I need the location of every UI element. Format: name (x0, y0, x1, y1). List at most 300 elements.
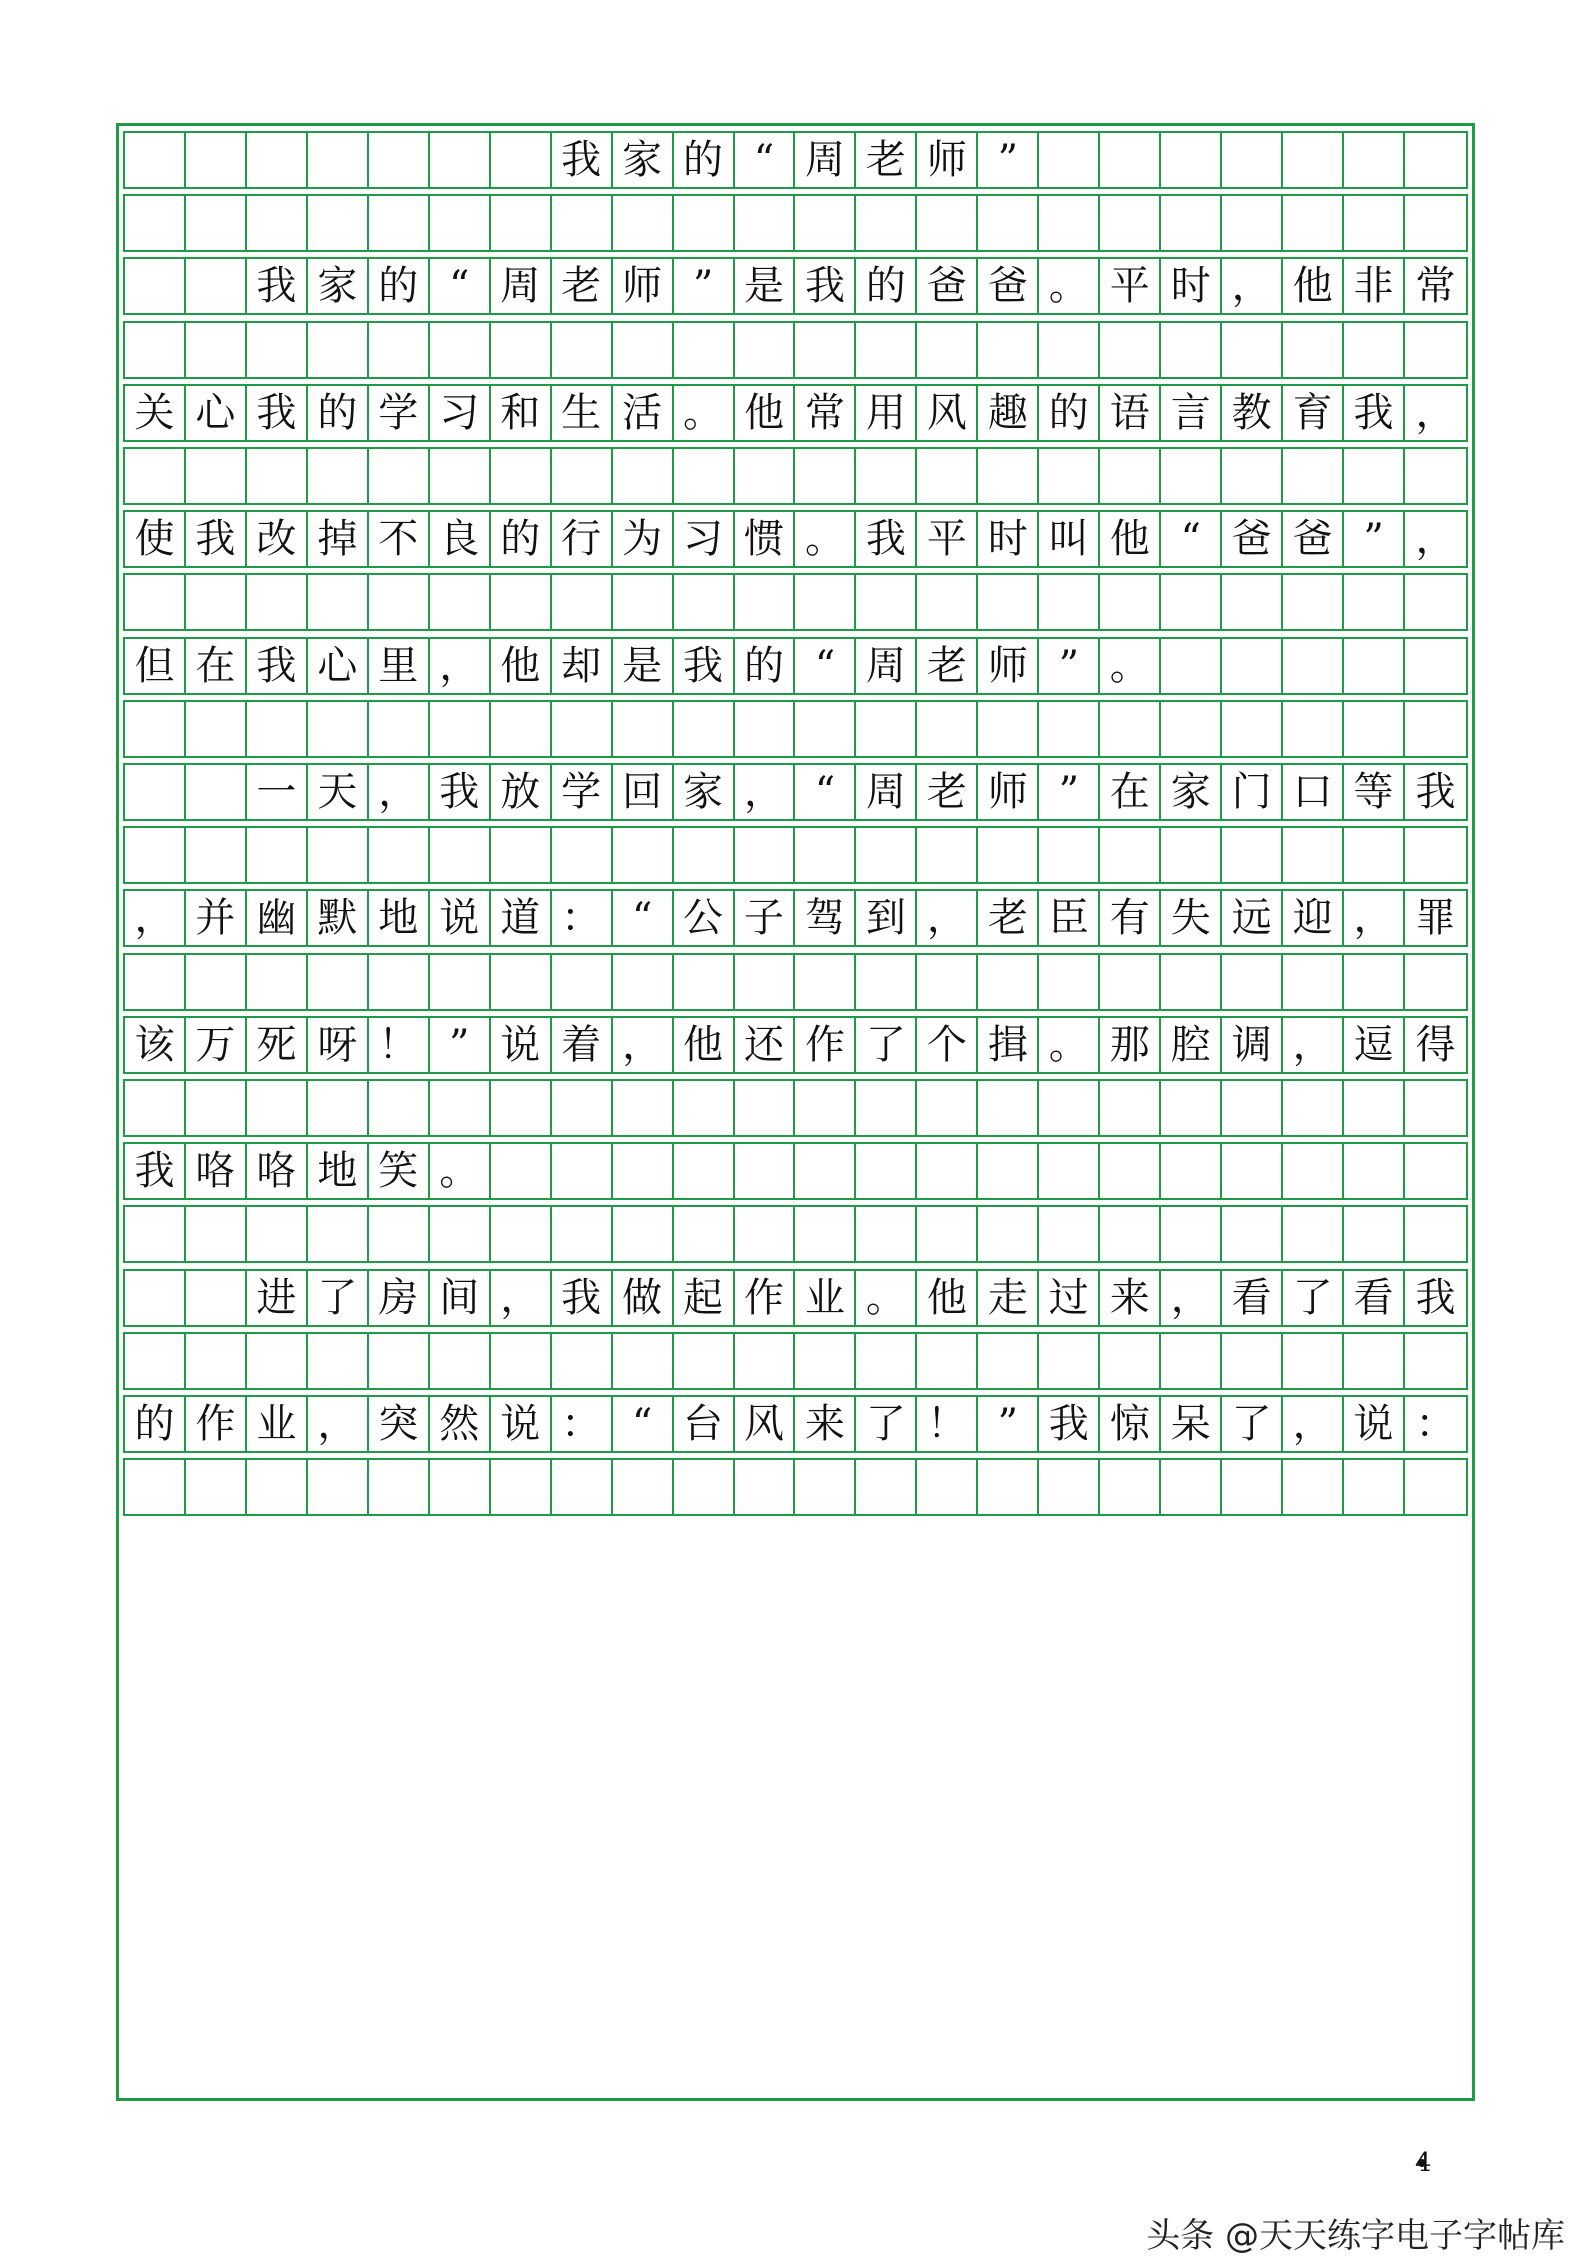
grid-cell (369, 323, 430, 377)
grid-cell (1039, 133, 1100, 187)
grid-cell: 掉 (308, 512, 369, 566)
grid-cell: 习 (430, 386, 491, 440)
grid-cell: 说 (491, 1018, 552, 1072)
grid-cell (735, 323, 796, 377)
grid-cell: ” (1344, 512, 1405, 566)
grid-cell (1100, 323, 1161, 377)
grid-cell (795, 1207, 856, 1261)
grid-cell (1283, 1207, 1344, 1261)
grid-cell (1344, 955, 1405, 1009)
grid-blank-row (123, 700, 1468, 758)
grid-cell (186, 323, 247, 377)
grid-cell: 的 (491, 512, 552, 566)
grid-cell (674, 1334, 735, 1388)
grid-cell (247, 828, 308, 882)
grid-cell: ” (430, 1018, 491, 1072)
grid-cell (1405, 1144, 1466, 1198)
grid-cell (856, 449, 917, 503)
grid-cell (613, 1081, 674, 1135)
grid-cell: 台 (674, 1397, 735, 1451)
grid-cell: 爸 (978, 259, 1039, 313)
grid-cell: 周 (856, 639, 917, 693)
grid-cell: 良 (430, 512, 491, 566)
grid-cell: 我 (1344, 386, 1405, 440)
grid-cell (125, 323, 186, 377)
grid-cell: 业 (795, 1271, 856, 1325)
grid-cell: 的 (1039, 386, 1100, 440)
grid-cell: 家 (308, 259, 369, 313)
grid-cell (674, 196, 735, 250)
grid-cell (978, 449, 1039, 503)
grid-cell (978, 196, 1039, 250)
grid-cell (430, 702, 491, 756)
grid-cell: “ (613, 1397, 674, 1451)
grid-blank-row (123, 321, 1468, 379)
grid-cell (1161, 133, 1222, 187)
grid-cell: 道 (491, 891, 552, 945)
grid-cell: 了 (1283, 1271, 1344, 1325)
grid-cell (369, 955, 430, 1009)
grid-cell: 老 (917, 639, 978, 693)
grid-cell (1222, 702, 1283, 756)
grid-cell: 过 (1039, 1271, 1100, 1325)
grid-cell (1283, 1144, 1344, 1198)
grid-cell (1161, 955, 1222, 1009)
grid-cell (917, 702, 978, 756)
grid-cell: 是 (735, 259, 796, 313)
grid-text-row (123, 637, 1468, 695)
grid-cell (674, 1081, 735, 1135)
grid-cell: ” (1039, 765, 1100, 819)
grid-cell (1222, 133, 1283, 187)
grid-cell: 走 (978, 1271, 1039, 1325)
grid-cell: 个 (917, 1018, 978, 1072)
grid-cell (308, 323, 369, 377)
grid-cell (978, 702, 1039, 756)
grid-cell: 得 (1415, 1021, 1456, 1068)
grid-cell: “ (430, 259, 491, 313)
grid-cell (491, 575, 552, 629)
grid-cell (1161, 828, 1222, 882)
grid-text-row (123, 1016, 1468, 1074)
grid-cell (917, 955, 978, 1009)
grid-cell (735, 702, 796, 756)
grid-cell: 天 (308, 765, 369, 819)
grid-cell (917, 1081, 978, 1135)
grid-cell (1039, 1144, 1100, 1198)
grid-cell (856, 1207, 917, 1261)
grid-cell: 到 (856, 891, 917, 945)
grid-cell (613, 828, 674, 882)
grid-cell: 惊 (1100, 1397, 1161, 1451)
grid-cell: 他 (1100, 512, 1161, 566)
grid-cell (795, 955, 856, 1009)
grid-cell (369, 196, 430, 250)
grid-cell: 师 (978, 639, 1039, 693)
grid-cell (1100, 196, 1161, 250)
grid-cell (1283, 828, 1344, 882)
grid-cell (1283, 1334, 1344, 1388)
grid-blank-row (123, 1332, 1468, 1390)
grid-text-row (123, 1395, 1468, 1453)
grid-cell (186, 1334, 247, 1388)
grid-cell (186, 133, 247, 187)
grid-cell (674, 702, 735, 756)
grid-cell: 说 (491, 1397, 552, 1451)
grid-cell (1344, 702, 1405, 756)
grid-cell (308, 702, 369, 756)
grid-cell (1344, 449, 1405, 503)
grid-cell (186, 955, 247, 1009)
grid-cell (613, 955, 674, 1009)
grid-cell (1100, 1334, 1161, 1388)
grid-cell: 的 (125, 1397, 186, 1451)
grid-cell (491, 828, 552, 882)
grid-cell (735, 1334, 796, 1388)
grid-cell (856, 828, 917, 882)
grid-cell (1283, 702, 1344, 756)
grid-cell: 作 (735, 1271, 796, 1325)
grid-cell: 臣 (1039, 891, 1100, 945)
grid-cell (1344, 1081, 1405, 1135)
grid-cell (1100, 1081, 1161, 1135)
grid-cell (430, 1460, 491, 1514)
grid-cell: 常 (795, 386, 856, 440)
grid-cell (613, 1334, 674, 1388)
grid-cell (978, 1144, 1039, 1198)
grid-cell: 说 (1344, 1397, 1405, 1451)
grid-text-row (123, 889, 1468, 947)
grid-cell (1161, 1460, 1222, 1514)
grid-blank-row (123, 447, 1468, 505)
grid-cell (795, 1460, 856, 1514)
grid-cell (552, 196, 613, 250)
grid-cell (856, 702, 917, 756)
grid-cell (1405, 196, 1466, 250)
grid-cell: 里 (369, 639, 430, 693)
grid-cell: 家 (674, 765, 735, 819)
grid-cell (308, 575, 369, 629)
grid-cell: 迎 (1283, 891, 1344, 945)
grid-cell: “ (795, 765, 856, 819)
grid-cell: 驾 (795, 891, 856, 945)
grid-cell (1283, 955, 1344, 1009)
grid-cell: 使 (125, 512, 186, 566)
grid-cell: 。 (856, 1271, 917, 1325)
grid-cell: 咯 (247, 1144, 308, 1198)
grid-cell: 老 (917, 765, 978, 819)
grid-blank-row (123, 826, 1468, 884)
grid-cell (186, 196, 247, 250)
grid-cell (125, 575, 186, 629)
grid-cell (308, 1460, 369, 1514)
grid-cell: 作 (186, 1397, 247, 1451)
grid-cell (552, 955, 613, 1009)
grid-cell: 呆 (1161, 1397, 1222, 1451)
grid-cell (1283, 575, 1344, 629)
grid-cell (552, 1081, 613, 1135)
grid-cell: 生 (552, 386, 613, 440)
grid-cell (1039, 1334, 1100, 1388)
grid-cell: “ (613, 891, 674, 945)
grid-cell: ： (552, 1397, 613, 1451)
grid-cell (674, 323, 735, 377)
grid-text-row (123, 384, 1468, 442)
grid-cell (1405, 133, 1466, 187)
grid-cell: 在 (186, 639, 247, 693)
grid-cell (917, 828, 978, 882)
grid-cell: 我 (1415, 769, 1456, 815)
grid-cell: 师 (917, 133, 978, 187)
grid-cell: 进 (247, 1271, 308, 1325)
grid-cell (1039, 449, 1100, 503)
page-number: 4 (1415, 2148, 1432, 2178)
grid-cell: 非 (1344, 259, 1405, 313)
grid-cell (552, 828, 613, 882)
grid-cell (1222, 1207, 1283, 1261)
grid-cell: 语 (1100, 386, 1161, 440)
grid-cell (186, 259, 247, 313)
grid-cell: 并 (186, 891, 247, 945)
grid-cell (308, 955, 369, 1009)
grid-cell (1222, 1081, 1283, 1135)
grid-cell: 我 (430, 765, 491, 819)
grid-cell (735, 828, 796, 882)
grid-cell: 言 (1161, 386, 1222, 440)
grid-cell: 学 (369, 386, 430, 440)
grid-cell (1222, 1144, 1283, 1198)
grid-cell: ： (1415, 1401, 1456, 1447)
grid-cell (186, 1271, 247, 1325)
grid-cell: 用 (856, 386, 917, 440)
grid-cell (247, 133, 308, 187)
grid-cell: 来 (795, 1397, 856, 1451)
grid-cell: 他 (735, 386, 796, 440)
grid-cell: ， (1222, 259, 1283, 313)
grid-cell (735, 955, 796, 1009)
grid-cell: 时 (978, 512, 1039, 566)
grid-cell: 我 (552, 1271, 613, 1325)
grid-cell: 惯 (735, 512, 796, 566)
grid-cell (795, 1334, 856, 1388)
grid-cell: 的 (369, 259, 430, 313)
grid-cell (917, 575, 978, 629)
grid-cell: 心 (186, 386, 247, 440)
grid-blank-row (123, 953, 1468, 1011)
grid-cell: 的 (674, 133, 735, 187)
grid-cell: 在 (1100, 765, 1161, 819)
grid-cell: 我 (795, 259, 856, 313)
grid-cell (917, 1144, 978, 1198)
grid-cell (1039, 575, 1100, 629)
grid-cell (613, 323, 674, 377)
grid-cell: 学 (552, 765, 613, 819)
grid-cell (430, 1334, 491, 1388)
grid-cell (613, 449, 674, 503)
grid-cell: 是 (613, 639, 674, 693)
grid-cell (1344, 828, 1405, 882)
grid-cell (1222, 323, 1283, 377)
grid-cell (125, 1081, 186, 1135)
grid-cell (1344, 323, 1405, 377)
grid-cell: 的 (308, 386, 369, 440)
grid-cell: 门 (1222, 765, 1283, 819)
grid-cell (1344, 133, 1405, 187)
grid-cell (369, 1207, 430, 1261)
grid-cell: 。 (1039, 1018, 1100, 1072)
grid-cell: 教 (1222, 386, 1283, 440)
grid-cell (430, 323, 491, 377)
grid-cell (917, 1460, 978, 1514)
grid-cell (125, 1271, 186, 1325)
grid-cell (186, 1081, 247, 1135)
grid-cell: 。 (674, 386, 735, 440)
grid-cell: ， (1344, 891, 1405, 945)
grid-cell: 突 (369, 1397, 430, 1451)
grid-cell: 笑 (369, 1144, 430, 1198)
grid-cell: 和 (491, 386, 552, 440)
grid-cell: 育 (1283, 386, 1344, 440)
grid-cell: 常 (1415, 263, 1456, 310)
grid-cell (978, 575, 1039, 629)
grid-cell (552, 1144, 613, 1198)
grid-cell: 心 (308, 639, 369, 693)
grid-cell: 口 (1283, 765, 1344, 819)
grid-cell (674, 1460, 735, 1514)
grid-cell (1222, 828, 1283, 882)
grid-cell (735, 1460, 796, 1514)
grid-cell: ” (978, 133, 1039, 187)
grid-cell: ” (674, 259, 735, 313)
grid-text-row (123, 1269, 1468, 1327)
grid-cell: 逗 (1344, 1018, 1405, 1072)
grid-cell: 有 (1100, 891, 1161, 945)
grid-cell: 地 (369, 891, 430, 945)
grid-cell (491, 323, 552, 377)
grid-cell (186, 1207, 247, 1261)
grid-cell (125, 1460, 186, 1514)
grid-cell (552, 323, 613, 377)
grid-cell: 。 (430, 1144, 491, 1198)
grid-cell (186, 449, 247, 503)
grid-cell (1344, 1144, 1405, 1198)
grid-cell: ， (1415, 516, 1456, 563)
grid-cell (369, 449, 430, 503)
grid-cell (247, 449, 308, 503)
grid-cell: 说 (430, 891, 491, 945)
grid-cell: 师 (978, 765, 1039, 819)
grid-cell (1100, 133, 1161, 187)
grid-cell (1161, 639, 1222, 693)
grid-cell: 腔 (1161, 1018, 1222, 1072)
grid-cell: 周 (491, 259, 552, 313)
grid-cell (674, 1207, 735, 1261)
grid-cell (1039, 1207, 1100, 1261)
grid-cell: ， (125, 891, 186, 945)
grid-cell: 万 (186, 1018, 247, 1072)
grid-cell (125, 1334, 186, 1388)
grid-cell (978, 955, 1039, 1009)
grid-cell: 看 (1344, 1271, 1405, 1325)
grid-cell: 爸 (917, 259, 978, 313)
grid-cell (674, 575, 735, 629)
grid-cell: ， (1283, 1397, 1344, 1451)
grid-cell: 呀 (308, 1018, 369, 1072)
grid-cell (978, 828, 1039, 882)
grid-cell: 失 (1161, 891, 1222, 945)
grid-cell (978, 1207, 1039, 1261)
grid-cell (735, 196, 796, 250)
grid-cell: ， (491, 1271, 552, 1325)
grid-cell (247, 1081, 308, 1135)
grid-cell (430, 1081, 491, 1135)
grid-blank-row (123, 1205, 1468, 1263)
grid-blank-row (123, 1079, 1468, 1137)
grid-cell (308, 449, 369, 503)
grid-cell: 起 (674, 1271, 735, 1325)
grid-cell (430, 955, 491, 1009)
grid-cell: 子 (735, 891, 796, 945)
grid-cell (308, 1081, 369, 1135)
grid-cell: 行 (552, 512, 613, 566)
grid-cell (308, 1334, 369, 1388)
grid-cell (247, 1207, 308, 1261)
grid-cell (552, 1207, 613, 1261)
grid-cell (1283, 196, 1344, 250)
grid-cell: 的 (735, 639, 796, 693)
grid-cell (735, 1144, 796, 1198)
grid-cell (1283, 1460, 1344, 1514)
grid-cell (125, 765, 186, 819)
grid-cell (552, 449, 613, 503)
grid-cell: ， (369, 765, 430, 819)
grid-cell: ” (1039, 639, 1100, 693)
grid-cell (491, 1334, 552, 1388)
grid-cell (978, 1081, 1039, 1135)
grid-cell (674, 955, 735, 1009)
grid-cell (552, 575, 613, 629)
grid-cell: 的 (856, 259, 917, 313)
grid-cell (186, 702, 247, 756)
grid-cell (430, 575, 491, 629)
grid-cell: 风 (917, 386, 978, 440)
grid-cell (795, 828, 856, 882)
grid-cell (1405, 955, 1466, 1009)
grid-cell: 来 (1100, 1271, 1161, 1325)
grid-cell (1405, 323, 1466, 377)
grid-cell: 我 (1039, 1397, 1100, 1451)
grid-cell (247, 1334, 308, 1388)
grid-cell: 我 (247, 386, 308, 440)
grid-cell (674, 449, 735, 503)
grid-cell (1222, 1460, 1283, 1514)
grid-cell: 地 (308, 1144, 369, 1198)
grid-cell: 爸 (1222, 512, 1283, 566)
grid-cell (613, 1144, 674, 1198)
grid-cell (1039, 1081, 1100, 1135)
grid-cell: 我 (674, 639, 735, 693)
grid-cell (917, 196, 978, 250)
grid-cell (674, 828, 735, 882)
grid-cell: 我 (1415, 1274, 1456, 1321)
grid-cell: 平 (1100, 259, 1161, 313)
grid-cell (1222, 575, 1283, 629)
grid-cell: 一 (247, 765, 308, 819)
grid-cell (186, 1460, 247, 1514)
grid-text-row (123, 257, 1468, 315)
grid-cell (1222, 196, 1283, 250)
grid-cell (795, 575, 856, 629)
